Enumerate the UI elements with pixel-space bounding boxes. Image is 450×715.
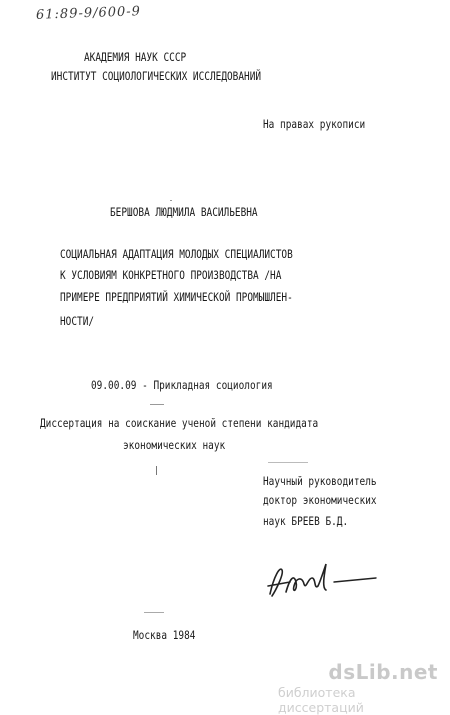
specialty-code: 09.00.09 - Прикладная социология [91, 378, 273, 392]
title-line: ПРИМЕРЕ ПРЕДПРИЯТИЙ ХИМИЧЕСКОЙ ПРОМЫШЛЕН- [60, 290, 293, 304]
supervisor-line-3: наук БРЕЕВ Б.Д. [263, 514, 349, 528]
dslib-logo: dsLib.net [328, 660, 438, 684]
author-name: БЕРШОВА ЛЮДМИЛА ВАСИЛЬЕВНА [110, 205, 258, 219]
handwritten-signature [264, 556, 384, 606]
academy-heading: АКАДЕМИЯ НАУК СССР [84, 50, 187, 64]
institute-heading: ИНСТИТУТ СОЦИОЛОГИЧЕСКИХ ИССЛЕДОВАНИЙ [51, 69, 262, 83]
dslib-watermark [278, 660, 448, 715]
dslib-subtitle: библиотека диссертаций [278, 685, 364, 715]
city-and-year: Москва 1984 [133, 628, 196, 642]
dissertation-line-2: экономических наук [123, 438, 226, 452]
manuscript-rights-note: На правах рукописи [263, 117, 366, 131]
title-line: СОЦИАЛЬНАЯ АДАПТАЦИЯ МОЛОДЫХ СПЕЦИАЛИСТОВ [60, 247, 293, 261]
dissertation-line-1: Диссертация на соискание ученой степени кандидата [40, 416, 319, 430]
title-line: НОСТИ/ [60, 314, 95, 328]
supervisor-line-2: доктор экономических [263, 493, 377, 507]
title-line: К УСЛОВИЯМ КОНКРЕТНОГО ПРОИЗВОДСТВА /НА [60, 268, 282, 282]
handwritten-catalog-number: 61:89-9/600-9 [35, 4, 142, 23]
supervisor-line-1: Научный руководитель [263, 474, 377, 488]
